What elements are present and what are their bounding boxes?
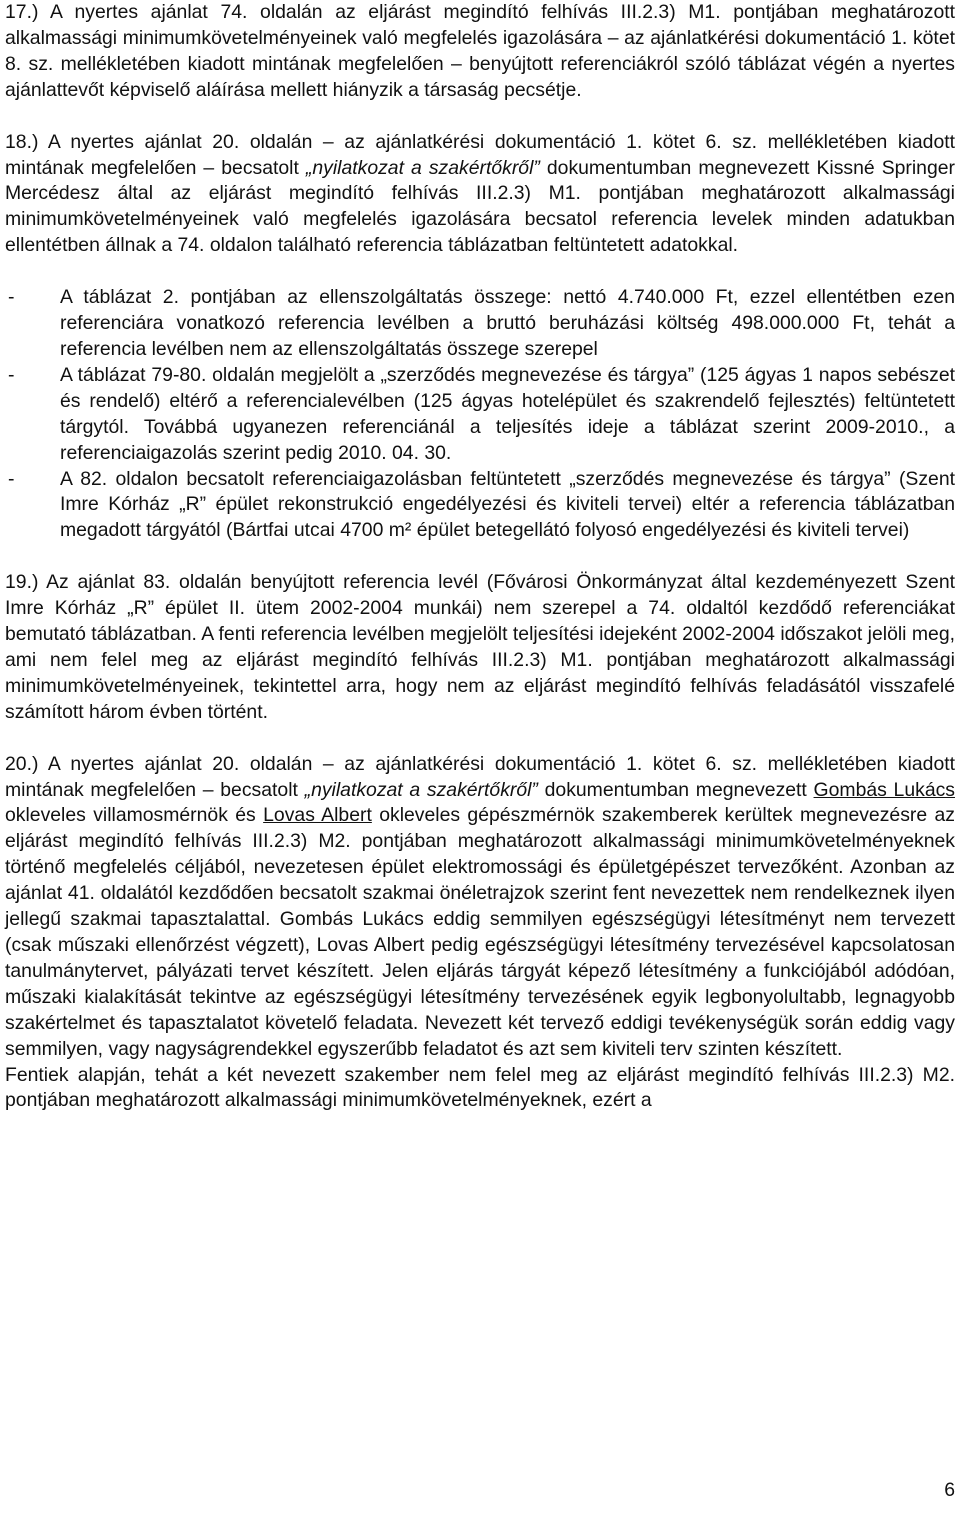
expert-name-2: Lovas Albert (263, 804, 372, 827)
bullet-item-2 (5, 363, 955, 467)
paragraph-20-text-2: dokumentumban megnevezett (537, 778, 814, 801)
bullet-dash (5, 285, 60, 311)
paragraph-19: 19.) Az ajánlat 83. oldalán benyújtott referencia levél (Fővárosi Önkormányzat által kezdeményezett Szent Imre Kórház „R” épület II. ütem 2002-2004 munkái) nem szerepel a 74. oldaltól kezdődő referenciákat bemutató táblázatban. A fenti referencia levélben megjelölt teljesítési idejeként 2002-2004 időszakot jelöli meg, ami nem felel meg az eljárást megindító felhívás III.2.3) M1. pontjában meghatározott alkalmassági minimumkövetelményeinek, tekintettel arra, hogy nem az eljárást megindító felhívás feladásától visszafelé számított három évben történt. (5, 571, 955, 723)
bullet-item-3 (5, 467, 955, 545)
bullet-item-3-text: A 82. oldalon becsatolt referenciaigazolásban feltüntetett „szerződés megnevezése és tárgya” (Szent Imre Kórház „R” épület rekonstrukció engedélyezési és kiviteli tervei) eltér a referencia táblázatban megadott tárgyától (Bártfai utcai 4700 m² épület betegellátó folyosó engedélyezési és kiviteli tervei) (60, 467, 955, 542)
paragraph-conclusion: Fentiek alapján, tehát a két nevezett szakember nem felel meg az eljárást megindító felhívás III.2.3) M2. pontjában meghatározott alkalmassági minimumkövetelményeknek, ezért a (5, 1063, 955, 1112)
paragraph-20-text-3: okleveles villamosmérnök és (5, 804, 264, 827)
paragraph-17: 17.) A nyertes ajánlat 74. oldalán az eljárást megindító felhívás III.2.3) M1. pontjában meghatározott alkalmassági minimumkövetelményeinek való megfelelés igazolására – az ajánlatkérési dokumentáció 1. kötet 8. sz. mellékletében kiadott mintának megfelelően – benyújtott referenciákról szóló táblázat végén a nyertes ajánlattevőt képviselő aláírása mellett hiányzik a társaság pecsétje. (5, 1, 955, 101)
paragraph-20 (5, 752, 955, 1063)
paragraph-20-text-4: okleveles gépészmérnök szakemberek kerültek megnevezésre az eljárást megindító felhívás III.2.3) M2. pontjában meghatározott alkalmassági minimumkövetelményeknek történő megfelelés céljából, nevezetesen épület elektromossági és épületgépészet tervezőként. Azonban az ajánlat 41. oldalától kezdődően becsatolt szakmai önéletrajzok szerint fent nevezettek nem rendelkeznek ilyen jellegű szakmai tapasztalattal. Gombás Lukács eddig semmilyen egészségügyi létesítményt nem tervezett (csak műszaki ellenőrzést végzett), Lovas Albert pedig egészségügyi létesítmény tervezésével kapcsolatosan tanulmánytervet, pályázati tervet készített. Jelen eljárás tárgyát képező létesítmény a funkciójából adódóan, műszaki kialakítását tekintve az egészségügyi létesítmény tervezésének egyik legbonyolultabb, legnagyobb szakértelmet és tapasztalatot követelő feladata. Nevezett két tervező eddigi tevékenységük során eddig vagy semmilyen, vagy nagyságrendekkel egyszerűbb feladatot és azt sem kiviteli terv szinten készített. (5, 804, 955, 1060)
document-page (5, 0, 955, 1114)
bullet-item-1-text: A táblázat 2. pontjában az ellenszolgáltatás összege: nettó 4.740.000 Ft, ezzel ellentétben ezen referenciára vonatkozó referencia levélben a bruttó beruházási költség 498.000.000 Ft, tehát a referencia levélben nem az ellenszolgáltatás összege szerepel (60, 286, 955, 360)
paragraph-18-text-1: 18.) A nyertes ajánlat 20. oldalán – az ajánlatkérési dokumentáció 1. kötet 6. sz. mellékletében kiadott mintának megfelelően – becsatolt (5, 130, 955, 179)
expert-name-1: Gombás Lukács (813, 778, 955, 801)
paragraph-20-document-title: „nyilatkozat a szakértőkről” (304, 778, 538, 801)
paragraph-20-text-1: 20.) A nyertes ajánlat 20. oldalán – az ajánlatkérési dokumentáció 1. kötet 6. sz. mellékletében kiadott mintának megfelelően – becsatolt (5, 752, 955, 801)
paragraph-18-text-2: dokumentumban megnevezett Kissné Springer Mercédesz által az eljárást megindító felhívás III.2.3) M1. pontjában meghatározott alkalmassági minimumkövetelményeinek való megfelelés igazolására becsatol referencia levelek minden adatukban ellentétben állnak a 74. oldalon található referencia táblázatban feltüntetett adatokkal. (5, 156, 955, 257)
paragraph-18-document-title: „nyilatkozat a szakértőkről” (305, 156, 540, 179)
bullet-item-2-text: A táblázat 79-80. oldalán megjelölt a „szerződés megnevezése és tárgya” (125 ágyas 1 napos sebészet és rendelő) eltérő a referencialevélben (125 ágyas hotelépület és szakrendelő fejlesztés) feltüntetett tárgytól. Továbbá ugyanezen referenciánál a teljesítés ideje a táblázat szerint 2009-2010., a referenciaigazolás szerint pedig 2010. 04. 30. (60, 363, 955, 464)
bullet-item-1 (5, 285, 955, 363)
paragraph-18 (5, 130, 955, 260)
bullet-dash (5, 363, 60, 389)
bullet-dash (5, 467, 60, 493)
paragraph-18-bullet-list (5, 285, 955, 544)
page-number: 6 (944, 1479, 955, 1501)
